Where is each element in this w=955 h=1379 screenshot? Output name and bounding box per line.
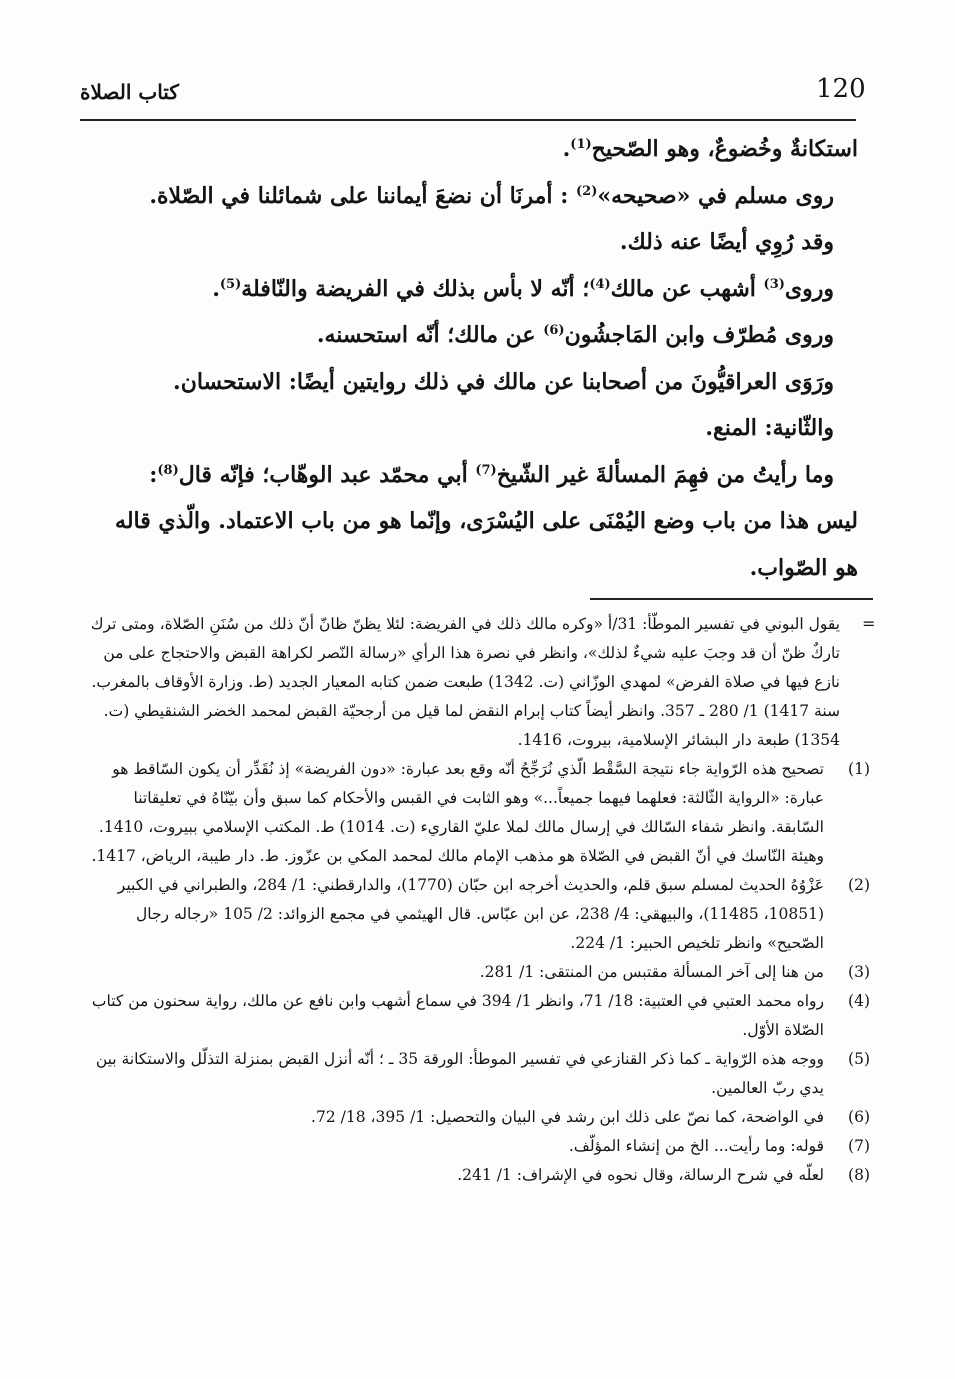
footnote-ref: (8) [157,462,179,478]
main-paragraph: ورَوَى العراقيُّونَ من أصحابنا عن مالك في ذلك روايتين أيضًا: الاستحسان. [173,368,834,395]
footnote-number: (3) [848,963,870,981]
page-header [80,72,866,120]
footnote-4: (4) رواه محمد العتبي في العتبية: 18/ 71، وانظر 1/ 394 في سماع أشهب وابن نافع عن مالك، رواية سحنون من كتاب الصّلاة الأوّل. [80,987,870,1045]
main-paragraph: استكانةٌ وخُضوعٌ، وهو الصّحيح$^{(1)}$. [562,136,858,162]
footnote-ref: (5) [219,276,242,292]
page-number: 120 [816,74,866,104]
footnote-5: (5) ووجه هذه الرّواية ـ كما ذكر القنازعي في تفسير الموطأ: الورقة 35 ـ ؛ أنّه أنزل القبض بمنزلة التذلّل والاستكانة بين يدي ربّ العالمين. [80,1045,870,1103]
footnote-number: (4) [848,992,870,1010]
main-paragraph: وما رأيتُ من فهِمَ المسألةَ غير الشّيخ$^{(7)}$ أبي محمّد عبد الوهّاب؛ فإنّه قال$^{(8)}$: [149,461,834,488]
main-paragraph: وروى$^{(3)}$ أشهب عن مالك$^{(4)}$؛ أنّه لا بأس بذلك في الفريضة والنّافلة$^{(5)}$. [212,275,834,302]
footnote-ref: (7) [475,462,497,478]
footnote-number: (2) [848,876,870,894]
footnote-2: (2) عَزْوُهُ الحديث لمسلم سبق قلم، والحديث أخرجه ابن حبّان (1770)، والدارقطني: 1/ 284، والطبراني في الكبير (10851، 11485)، والبيهقي: 4/ 238، عن ابن عبّاس. قال الهيثمي في مجمع الزوائد: 2/ 105 «رجاله رجال الصّحيح» وانظر تلخيص الحبير: 1/ 224. [80,871,870,958]
running-title: كتاب الصلاة [80,80,179,104]
footnote-6: (6) في الواضحة، كما نصّ على ذلك ابن رشد في البيان والتحصيل: 1/ 395، 18/ 72. [190,1103,870,1132]
footnote-number: (1) [848,760,870,778]
footnote-ref: (3) [763,276,785,292]
footnote-ref: (4) [589,276,611,292]
footnote-rule [590,598,873,600]
main-paragraph: والثّانية: المنع. [705,415,834,441]
footnote-number: (6) [848,1108,870,1126]
footnote-ref: (1) [570,137,592,152]
main-paragraph: ليس هذا من باب وضع اليُمْنَى على اليُسْرَى، وإنّما هو من باب الاعتماد. والّذي قاله هو الصّواب. [115,508,858,581]
footnote-3: (3) من هنا إلى آخر المسألة مقتبس من المنتقى: 1/ 281. [190,958,870,987]
footnote-number: (7) [848,1137,870,1155]
footnote-ref: (6) [543,323,565,338]
header-rule [80,119,856,121]
main-paragraph: روى مسلم في «صحيحه»$^{(2)}$ : أمرنَا أن نضعَ أيماننا على شمائلنا في الصّلاة. [149,182,834,209]
footnote-ref: (2) [575,183,598,199]
main-paragraph: وروى مُطرّف وابن المَاجشُون$^{(6)}$ عن مالك؛ أنّه استحسنه. [316,322,834,348]
main-text [90,126,858,591]
footnote-number: (8) [848,1166,870,1184]
continuation-mark: = [862,614,876,633]
footnote-8: (8) لعلّه في شرح الرسالة، وقال نحوه في الإشراف: 1/ 241. [190,1161,870,1190]
main-paragraph: وقد رُوِي أيضًا عنه ذلك. [619,229,834,255]
footnote-7: (7) قوله: وما رأيت... الخ من إنشاء المؤلّف. [190,1132,870,1161]
footnote-1: (1) تصحيح هذه الرّواية جاء نتيجة السَّقْط الّذي نُرَجِّحُ أنّه وقع بعد عبارة: «دون الفريضة» إذ نُقَدِّر أن يكون السّاقط هو عبارة: «الرواية الثّالثة: فعلهما فيهما جميعاً...» وهو الثابت في القبس والأحكام كما سبق وأن بيّنّاهُ في تعليقاتنا السّابقة. وانظر شفاء السّالك في إرسال مالك لملا عليّ القاريء (ت. 1014) ط. المكتب الإسلامي ببيروت، 1410. وهيئة النّاسك في أنّ القبض في الصّلاة هو مذهب الإمام مالك لمحمد المكي بن عزّوز. ط. دار طيبة، الرياض، 1417. [80,755,870,871]
footnotes [80,610,870,1190]
footnote-number: (5) [848,1050,870,1068]
footnote-continuation: يقول البوني في تفسير الموطّأ: 31/أ «وكره مالك ذلك في الفريضة: لئلا يظنّ ظانّ أنّ ذلك من سُنَنِ الصّلاة، ومتى ترك تاركٌ ظنّ أن قد وجبَ عليه شيءٌ لذلك»، وانظر في نصرة هذا الرأي «رسالة النّصر لكراهة القبض والاحتجاج على من نازع فيها في صلاة الفرض» لمهدي الوزّاني (ت. 1342) طبعت ضمن كتابه المعيار الجديد (ط. وزارة الأوقاف بالمغرب. سنة 1417) 1/ 280 ـ 357. وانظر أيضاً كتاب إبرام النقض لما قيل من أرجحيّة القبض لمحمد الخضر الشنقيطي (ت. 1354) طبعة دار البشائر الإسلامية، بيروت، 1416. [90,615,840,749]
